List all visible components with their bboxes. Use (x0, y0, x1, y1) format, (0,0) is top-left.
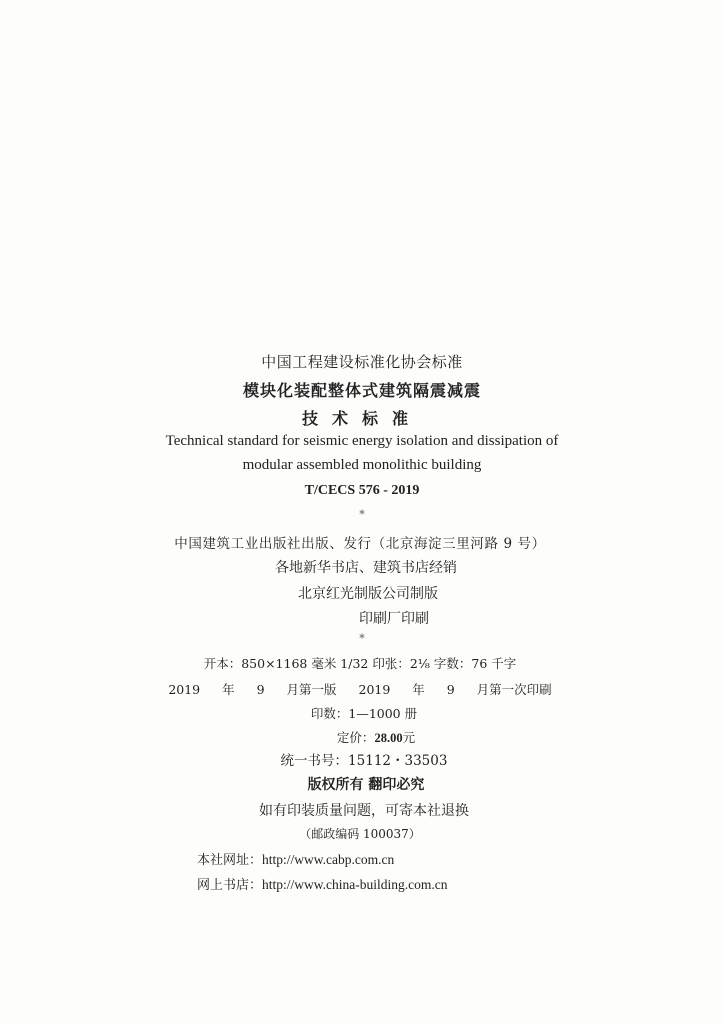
book-number: 统一书号：15112・33503 (280, 753, 448, 769)
title-chinese-line2: 技术标准 (301, 409, 422, 428)
price-label: 定价： (336, 730, 375, 745)
bookstore-line (197, 874, 447, 893)
printer-line: 印刷厂印刷 (359, 611, 429, 627)
title-chinese-line1: 模块化装配整体式建筑隔震减震 (242, 381, 481, 400)
return-notice: 如有印装质量问题，可寄本社退换 (259, 803, 469, 819)
edition-info: 2019 年 9 月第一版 2019 年 9 月第一次印刷 (168, 682, 552, 697)
separator-star: * (359, 508, 365, 521)
title-english-line2: modular assembled monolithic building (242, 457, 482, 473)
postal-code: （邮政编码 100037） (299, 827, 421, 841)
price (14, 728, 724, 746)
website-url[interactable]: http://www.cabp.com.cn (262, 852, 395, 867)
price-unit: 元 (402, 730, 416, 745)
separator-star: * (359, 632, 365, 645)
price-value: 28.00 (374, 731, 403, 745)
publisher-line: 中国建筑工业出版社出版、发行（北京海淀三里河路 9 号） (174, 536, 546, 552)
bookstore-url[interactable]: http://www.china-building.com.cn (262, 877, 448, 892)
standard-code: T/CECS 576 - 2019 (304, 483, 420, 498)
website-line (197, 849, 394, 868)
bookstore-label: 网上书店： (197, 878, 263, 893)
format-specs: 开本：850×1168 毫米 1/32 印张：2⅛ 字数：76 千字 (203, 656, 517, 671)
website-label: 本社网址： (197, 853, 263, 868)
title-english-line1: Technical standard for seismic energy isolation and dissipation of (165, 433, 559, 449)
distributor-line: 各地新华书店、建筑书店经销 (275, 560, 457, 576)
plate-maker-line: 北京红光制版公司制版 (298, 586, 438, 602)
copyright-notice: 版权所有 翻印必究 (307, 777, 425, 793)
issuing-organization: 中国工程建设标准化协会标准 (261, 353, 463, 371)
print-run: 印数：1—1000 册 (310, 706, 418, 721)
